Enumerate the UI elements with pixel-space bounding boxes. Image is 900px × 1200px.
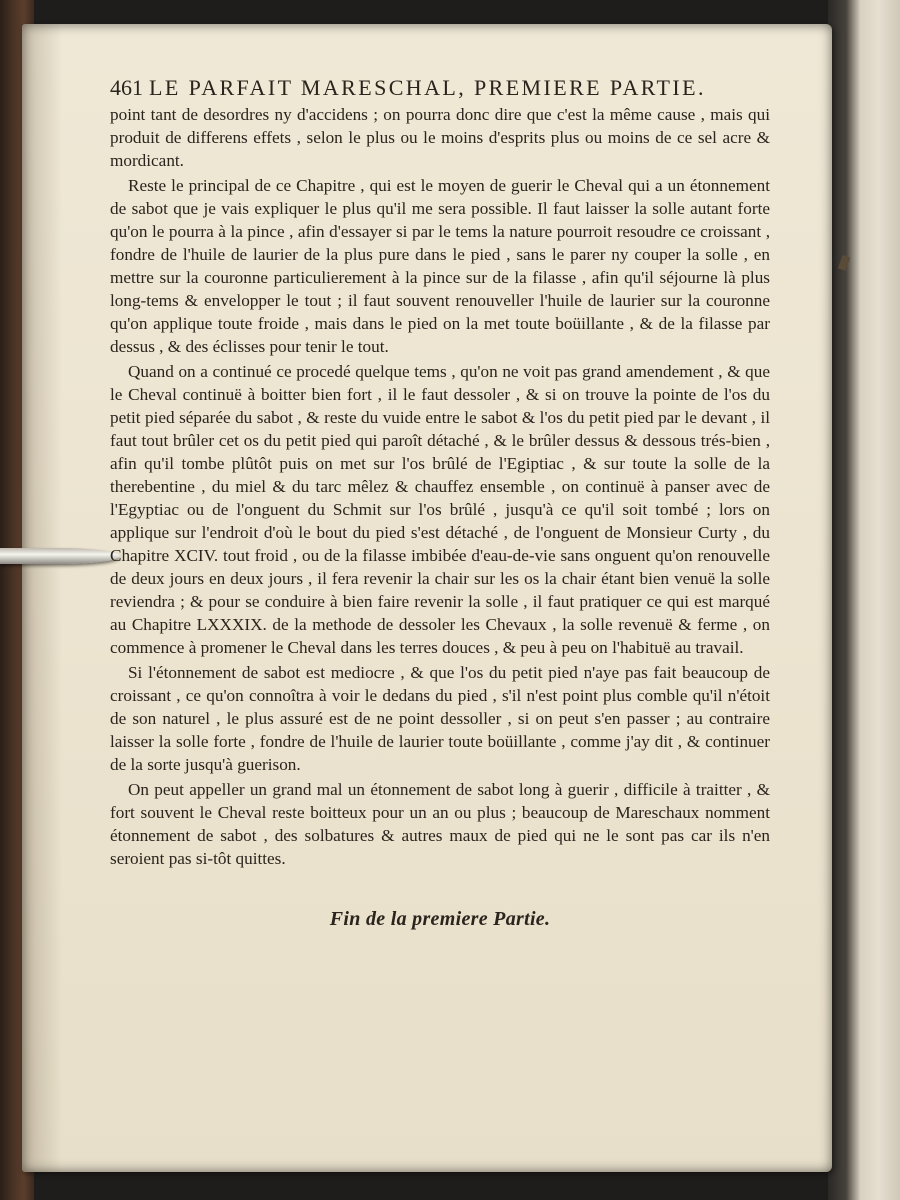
- paragraph-continuation: point tant de desordres ny d'accidens ; on pourra donc dire que c'est la même cause , mais qui produit de differens effets , selon le plus ou le moins d'esprits plus ou moins de ce sel acre & mordicant.: [110, 105, 770, 170]
- paragraph-dessoler: Quand on a continué ce procedé quelque tems , qu'on ne voit pas grand amendement , & que le Cheval continuë à boitter bien fort , il le faut dessoler , & si on trouve la pointe de l'os du petit pied séparée du sabot , & reste du vuide entre le sabot & l'os du petit pied par le devant , il faut tout brûler cet os du petit pied qui paroît détaché , & le brûler dessus & dessous trés-bien , afin qu'il tombe plûtôt puis on met sur l'os brûlé de l'Egiptiac , & sur toute la solle de la therebentine , du miel & du tarc mêlez & chauffez ensemble , on continuë à panser avec de l'Egyptiac ou de l'onguent du Schmit sur l'os brûlé , jusqu'à ce qu'il soit tombé ; lors on applique sur l'endroit d'où le bout du pied s'est détaché , de l'onguent de Monsieur Curty , du Chapitre XCIV. tout froid , ou de la filasse imbibée d'eau-de-vie sans onguent qu'on renouvelle de deux jours en deux jours , il fera revenir la chair sur les os la chair étant bien venuë la solle reviendra ; & pour se conduire à bien faire revenir la solle , il faut pratiquer ce qui est marqué au Chapitre LXXXIX. de la methode de dessoler les Chevaux , la solle revenuë & ferme , on commence à promener le Cheval dans les terres douces , & peu à peu on l'habituë au travail.: [110, 362, 770, 657]
- bookmark-ribbon: [0, 548, 120, 564]
- page-text: [110, 75, 770, 931]
- closing-line: Fin de la premiere Partie.: [329, 908, 551, 930]
- facing-page-edge: [828, 0, 900, 1200]
- page-number: 461: [110, 75, 143, 100]
- paragraph-mediocre: Si l'étonnement de sabot est mediocre , & que l'os du petit pied n'aye pas fait beaucoup de croissant , ce qu'on connoîtra à voir le dedans du pied , s'il n'est point plus comble qu'il n'étoit de son naturel , le plus assuré est de ne point dessoller , si on peut s'en passer ; au contraire laisser la solle forte , fondre de l'huile de laurier toute boüillante , comme j'ay dit , & continuer de la sorte jusqu'à guerison.: [110, 663, 770, 774]
- running-header: [110, 75, 770, 101]
- paragraph-grand-mal: On peut appeller un grand mal un étonnement de sabot long à guerir , difficile à traitter , & fort souvent le Cheval reste boitteux pour un an ou plus ; beaucoup de Mareschaux nomment étonnement de sabot , des solbatures & autres maux de pied qui ne le sont pas car ils n'en seroient pas si-tôt quittes.: [110, 780, 770, 868]
- paragraph-treatment: Reste le principal de ce Chapitre , qui est le moyen de guerir le Cheval qui a un étonnement de sabot que je vais expliquer le plus qu'il me sera possible. Il faut laisser la solle autant forte qu'on le pourra à la pince , afin d'essayer si par le tems la nature pourroit resoudre ce croissant , fondre de l'huile de laurier de la plus pure dans le pied , sans le parer ny couper la solle , en mettre sur la couronne particulierement à la pince sur de la filasse , afin qu'il séjourne là plus long-tems & envelopper le tout ; il faut souvent renouveller l'huile de laurier sur la couronne qu'on applique toute froide , mais dans le pied on la met toute boüillante , & de la filasse par dessus , & des éclisses pour tenir le tout.: [110, 176, 770, 356]
- running-title: LE PARFAIT MARESCHAL, PREMIERE PARTIE.: [149, 75, 706, 100]
